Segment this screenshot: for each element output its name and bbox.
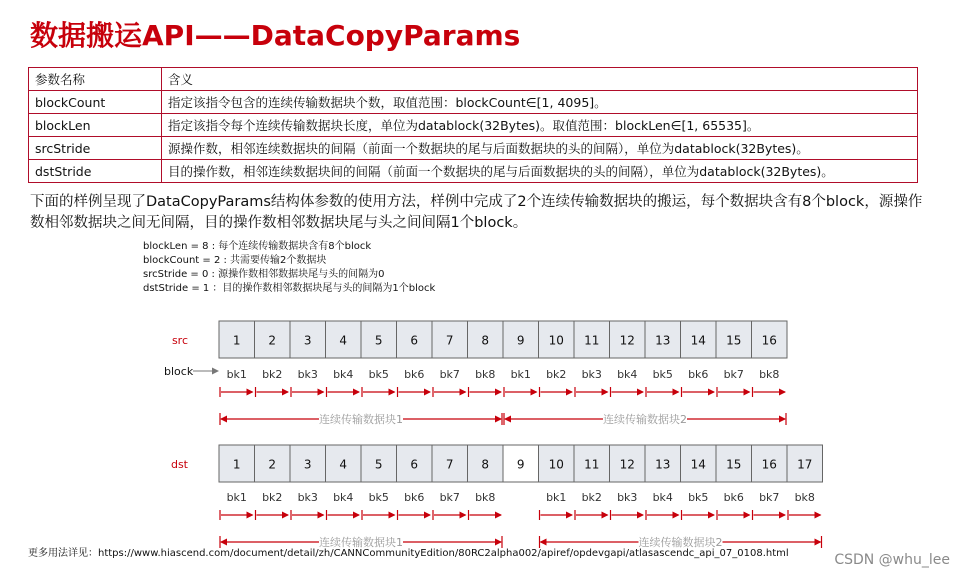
bk-label: bk3 bbox=[297, 491, 318, 504]
bk-label: bk6 bbox=[723, 491, 744, 504]
bk-label: bk6 bbox=[404, 368, 425, 381]
span-label: 连续传输数据块2 bbox=[603, 413, 687, 426]
dst-cell-label: 1 bbox=[232, 457, 241, 472]
src-cell-label: 10 bbox=[548, 333, 564, 348]
footer-link-text: 更多用法详见：https://www.hiascend.com/document/detail/zh/CANNCommunityEdition/80RC2alpha002/apiref/opdevgapi/atlasascendc_api_07_0108.html bbox=[28, 548, 789, 559]
bk-label: bk2 bbox=[546, 368, 567, 381]
bk-label: bk7 bbox=[439, 491, 460, 504]
src-label: src bbox=[171, 334, 188, 347]
bk-label: bk1 bbox=[510, 368, 531, 381]
dst-cell-label: 12 bbox=[619, 457, 635, 472]
table-cell-meaning: 源操作数，相邻连续数据块的间隔（前面一个数据块的尾与后面数据块的头的间隔），单位为datablock(32Bytes)。 bbox=[162, 137, 918, 160]
bk-label: bk6 bbox=[688, 368, 709, 381]
src-cell-label: 2 bbox=[268, 333, 277, 348]
dst-cell-label: 7 bbox=[445, 457, 454, 472]
bk-label: bk4 bbox=[333, 368, 354, 381]
note-line: dstStride = 1 ：目的操作数相邻数据块尾与头的间隔为1个block bbox=[143, 283, 436, 294]
description-paragraph: 下面的样例呈现了DataCopyParams结构体参数的使用方法，样例中完成了2个连续传输数据块的搬运，每个数据块含有8个block，源操作数相邻数据块之间无间隔，目的操作数相邻数据块尾与头之间间隔1个block。 bbox=[30, 194, 923, 231]
dst-cell-label: 4 bbox=[339, 457, 348, 472]
bk-label: bk8 bbox=[759, 368, 780, 381]
bk-label: bk4 bbox=[652, 491, 673, 504]
table-header-cell: 含义 bbox=[162, 68, 918, 91]
bk-label: bk1 bbox=[226, 368, 247, 381]
table-cell-meaning: 目的操作数，相邻连续数据块间的间隔（前面一个数据块的尾与后面数据块的头的间隔），单位为datablock(32Bytes)。 bbox=[162, 160, 918, 183]
src-cell-label: 8 bbox=[481, 333, 490, 348]
bk-label: bk3 bbox=[297, 368, 318, 381]
bk-label: bk5 bbox=[688, 491, 709, 504]
bk-label: bk1 bbox=[226, 491, 247, 504]
dst-label: dst bbox=[170, 458, 188, 471]
table-cell-param: blockCount bbox=[29, 91, 162, 114]
bk-label: bk7 bbox=[439, 368, 460, 381]
src-cell-label: 5 bbox=[374, 333, 383, 348]
src-cell-label: 4 bbox=[339, 333, 348, 348]
bk-label: bk2 bbox=[262, 368, 283, 381]
note-line: blockCount = 2 : 共需要传输2个数据块 bbox=[143, 255, 327, 266]
dst-cell-label: 5 bbox=[374, 457, 383, 472]
table-cell-param: srcStride bbox=[29, 137, 162, 160]
bk-label: bk5 bbox=[652, 368, 673, 381]
bk-label: bk7 bbox=[723, 368, 744, 381]
dst-cell-label: 16 bbox=[761, 457, 777, 472]
dst-cell-label: 10 bbox=[548, 457, 564, 472]
src-cell-label: 16 bbox=[761, 333, 777, 348]
bk-label: bk3 bbox=[617, 491, 638, 504]
src-cell-label: 13 bbox=[655, 333, 671, 348]
bk-label: bk4 bbox=[333, 491, 354, 504]
table-cell-meaning: 指定该指令包含的连续传输数据块个数，取值范围：blockCount∈[1, 4095]。 bbox=[162, 91, 918, 114]
src-cell-label: 7 bbox=[445, 333, 454, 348]
table-cell-param: dstStride bbox=[29, 160, 162, 183]
bk-label: bk2 bbox=[581, 491, 602, 504]
bk-label: bk8 bbox=[475, 491, 496, 504]
span-label: 连续传输数据块1 bbox=[319, 536, 403, 549]
table-cell-meaning: 指定该指令每个连续传输数据块长度，单位为datablock(32Bytes)。取值范围：blockLen∈[1, 65535]。 bbox=[162, 114, 918, 137]
dst-cell-label: 14 bbox=[690, 457, 706, 472]
note-line: srcStride = 0 : 源操作数相邻数据块尾与头的间隔为0 bbox=[143, 269, 385, 280]
bk-label: bk5 bbox=[368, 491, 389, 504]
dst-cell-label: 6 bbox=[410, 457, 419, 472]
span-label: 连续传输数据块1 bbox=[319, 413, 403, 426]
src-cell-label: 15 bbox=[726, 333, 742, 348]
page-title: 数据搬运API——DataCopyParams bbox=[30, 19, 521, 52]
bk-label: bk8 bbox=[475, 368, 496, 381]
bk-label: bk2 bbox=[262, 491, 283, 504]
block-label: block bbox=[164, 365, 194, 378]
src-cell-label: 9 bbox=[516, 333, 525, 348]
src-cell-label: 11 bbox=[584, 333, 600, 348]
dst-cell-label: 17 bbox=[797, 457, 813, 472]
bk-label: bk6 bbox=[404, 491, 425, 504]
table-cell-param: blockLen bbox=[29, 114, 162, 137]
dst-cell-label: 3 bbox=[303, 457, 312, 472]
src-cell-label: 12 bbox=[619, 333, 635, 348]
bk-label: bk1 bbox=[546, 491, 567, 504]
bk-label: bk5 bbox=[368, 368, 389, 381]
note-line: blockLen = 8 : 每个连续传输数据块含有8个block bbox=[143, 241, 372, 252]
bk-label: bk4 bbox=[617, 368, 638, 381]
src-cell-label: 3 bbox=[303, 333, 312, 348]
dst-cell-label: 13 bbox=[655, 457, 671, 472]
table-header-cell: 参数名称 bbox=[29, 68, 162, 91]
dst-cell-label: 8 bbox=[481, 457, 490, 472]
dst-cell-label: 11 bbox=[584, 457, 600, 472]
dst-cell-label: 15 bbox=[726, 457, 742, 472]
dst-cell-label: 9 bbox=[516, 457, 525, 472]
bk-label: bk7 bbox=[759, 491, 780, 504]
watermark: CSDN @whu_lee bbox=[834, 552, 950, 568]
span-label: 连续传输数据块2 bbox=[638, 536, 723, 549]
bk-label: bk3 bbox=[581, 368, 602, 381]
bk-label: bk8 bbox=[794, 491, 815, 504]
src-cell-label: 1 bbox=[232, 333, 241, 348]
src-cell-label: 14 bbox=[690, 333, 706, 348]
src-cell-label: 6 bbox=[410, 333, 419, 348]
dst-cell-label: 2 bbox=[268, 457, 277, 472]
